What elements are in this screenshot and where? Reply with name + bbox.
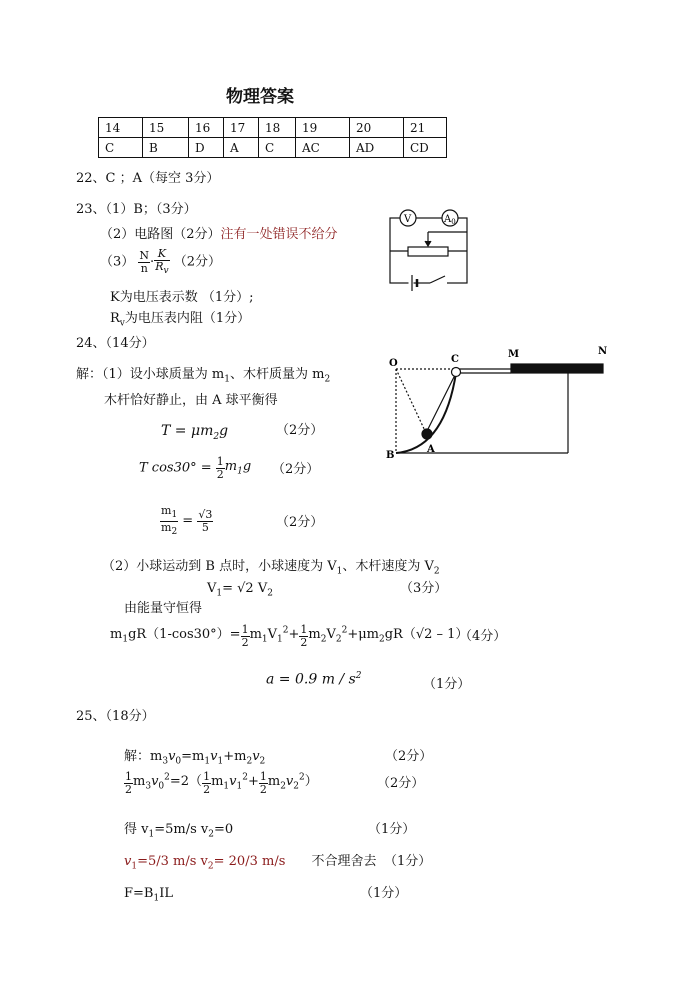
label-a: A	[427, 444, 435, 455]
table-row	[99, 118, 447, 138]
frac-den: n	[140, 261, 148, 275]
eq-text: =5m/s v	[154, 822, 209, 837]
sub: 1	[153, 893, 160, 904]
table-cell: 15	[143, 118, 189, 138]
table-cell: 20	[350, 118, 404, 138]
q24-velocity-relation	[207, 582, 273, 599]
q24-head: 24、（14分）	[76, 336, 155, 351]
eq-text: m	[161, 520, 172, 534]
eq-text: T = μm	[161, 423, 214, 439]
arc-track	[396, 373, 456, 453]
fraction-k-over-rv	[154, 248, 169, 276]
sup: 2	[164, 773, 170, 784]
q24-acceleration	[266, 672, 362, 687]
ammeter-label-sub: 0	[451, 218, 456, 226]
eq-text: =m	[181, 749, 205, 764]
frac-num: 1	[125, 770, 132, 783]
sub: 2	[280, 782, 286, 792]
sub: 1	[223, 782, 230, 792]
q25-momentum	[124, 750, 265, 767]
fraction-half	[241, 624, 250, 648]
table-cell: 18	[259, 118, 296, 138]
frac-den	[154, 261, 169, 277]
eq-text: gR（1-cos30°）=	[128, 626, 241, 642]
sub: 2	[207, 861, 214, 872]
q24-energy-equation	[110, 624, 468, 648]
q25-rejected-score: （1分）	[384, 854, 432, 869]
eq-text: g	[242, 458, 252, 474]
sub: 1	[277, 635, 283, 645]
frac-num: 1	[203, 770, 211, 783]
fraction-half	[202, 771, 211, 795]
eq-text: v	[285, 774, 294, 790]
frac-den: 2	[241, 635, 249, 649]
ammeter-label-a: A	[444, 214, 452, 225]
sup: 2	[282, 626, 289, 637]
circuit-diagram	[385, 205, 475, 290]
fraction-half	[216, 456, 225, 480]
q24-eq3-score: （2分）	[276, 515, 324, 530]
q24-eq3: $\frac{m_1}{m_2}$ = $\frac{√3}{5}$	[161, 504, 213, 537]
fraction-half	[259, 771, 268, 795]
q23-line3-score: （2分）	[173, 254, 221, 270]
table-cell: 19	[296, 118, 350, 138]
q25-energy-score: （2分）	[377, 776, 425, 791]
q23-line5-sub: v	[119, 318, 125, 329]
sub: 1	[217, 756, 224, 767]
eq-text: m	[110, 626, 123, 642]
sub: 2	[208, 829, 214, 840]
q25-force	[124, 887, 173, 904]
eq-text: v	[210, 749, 218, 764]
eq-text: V	[326, 627, 336, 643]
label-o: O	[389, 358, 398, 369]
dashed-radius	[396, 369, 426, 433]
frac-num	[160, 505, 178, 522]
eq-text: v	[168, 749, 176, 764]
sup: 2	[341, 626, 348, 637]
table-cell: A	[224, 138, 259, 158]
q24-eq2-score: （2分）	[272, 462, 320, 477]
sub: 1	[224, 374, 230, 385]
eq-text: g	[219, 423, 229, 439]
frac-den: 2	[203, 782, 211, 796]
sub: 2	[267, 588, 273, 599]
table-cell: CD	[404, 138, 447, 158]
eq-text: =5/3 m/s v	[137, 854, 208, 869]
table-cell: D	[189, 138, 224, 158]
sub: 3	[145, 782, 152, 792]
sub: 2	[213, 431, 220, 442]
sub: 1	[122, 634, 129, 645]
q24-part2	[102, 560, 440, 577]
q25-momentum-score: （2分）	[385, 749, 433, 764]
q25-rejected-values	[124, 854, 286, 872]
label-m: M	[508, 349, 520, 360]
table-cell: 17	[224, 118, 259, 138]
sup: 2	[299, 773, 305, 784]
eq-text: = 20/3 m/s	[213, 854, 286, 869]
q25-rejected	[124, 855, 377, 872]
frac-num: 1	[241, 623, 249, 636]
q24-acceleration-score: （1分）	[423, 677, 471, 692]
wooden-rod	[511, 364, 603, 373]
q23-head: 23、（1）B；（3分）	[76, 202, 197, 217]
frac-num: 1	[300, 623, 308, 636]
frac-den: 2	[300, 635, 308, 649]
fraction-mass-ratio	[160, 505, 178, 537]
eq-text: ）	[304, 774, 318, 790]
eq-text: =0	[213, 822, 234, 837]
label-n: N	[598, 346, 608, 357]
q22-answer: 22、C ；A（每空 3分）	[76, 171, 220, 186]
sub: 0	[158, 782, 165, 792]
frac-den: 2	[216, 467, 224, 481]
page-title: 物理答案	[226, 87, 294, 107]
sub: 2	[171, 526, 178, 537]
sub: 1	[204, 756, 211, 767]
q23-note: 注有一处错误不给分	[220, 227, 338, 242]
voltmeter-label: V	[404, 214, 412, 225]
eq-text: m	[133, 774, 146, 790]
q24-energy-label: 由能量守恒得	[124, 601, 203, 616]
q23-line5-text: 为电压表内阻（1分）	[124, 311, 251, 326]
sub: 1	[216, 588, 223, 599]
frac-den: 5	[201, 520, 209, 534]
sub: 1	[261, 635, 268, 645]
q24-line1-b: 、木杆质量为 m	[229, 367, 325, 382]
eq-text: m	[161, 504, 172, 517]
string	[426, 373, 456, 433]
eq-text: v	[151, 774, 159, 790]
q24-line1-a: 解：（1）设小球质量为 m	[76, 367, 225, 382]
sub: 1	[131, 861, 138, 872]
eq-text: 、木杆速度为 V	[342, 559, 434, 574]
eq-text: v	[124, 854, 132, 869]
table-cell: 16	[189, 118, 224, 138]
eq-text: m	[211, 774, 224, 790]
frac-den-sub: v	[163, 265, 169, 276]
q25-head: 25、（18分）	[76, 709, 155, 724]
eq-text: m	[249, 627, 262, 643]
sub: 2	[324, 374, 331, 385]
q23-line4: K为电压表示数 （1分）;	[110, 290, 254, 305]
eq-text: m	[224, 458, 238, 474]
sub: 2	[320, 635, 327, 645]
fraction-half	[124, 771, 133, 795]
label-b: B	[386, 450, 395, 461]
q23-line2	[100, 228, 338, 241]
frac-den-r: R	[155, 259, 164, 273]
rod-ball-figure	[386, 345, 611, 465]
frac-num: K	[154, 248, 169, 261]
sup: 2	[355, 671, 362, 681]
frac-den: 2	[259, 782, 267, 796]
eq-text: 得 v	[124, 822, 149, 837]
frac-num: 1	[259, 770, 267, 783]
eq-text: m	[308, 627, 321, 643]
q25-rejected-note: 不合理舍去	[311, 854, 377, 869]
sub: 1	[336, 566, 343, 577]
sub: 0	[175, 756, 182, 767]
q24-line2: 木杆恰好静止，由 A 球平衡得	[104, 393, 278, 408]
eq-text: V	[207, 581, 217, 596]
table-cell: 21	[404, 118, 447, 138]
sub: 1	[237, 466, 243, 477]
eq-text: V	[267, 627, 278, 643]
q23-line3: （3） $\frac{N}{n}$ · $\frac{K}{R_v}$ （2分）	[100, 247, 221, 276]
q25-energy	[124, 771, 318, 795]
sub: 2	[259, 756, 266, 767]
fraction-root3-over-5	[197, 509, 213, 533]
eq-text: F=B	[124, 886, 154, 901]
q24-velocity-score: （3分）	[400, 581, 448, 596]
eq-text: v	[252, 749, 260, 764]
eq-text: T cos30° =	[139, 460, 212, 476]
q24-eq1	[161, 424, 228, 442]
sub: 2	[246, 756, 253, 767]
table-cell: AC	[296, 138, 350, 158]
sub: 1	[171, 510, 178, 521]
eq-text: =2（	[169, 774, 203, 790]
label-c: C	[451, 354, 459, 365]
pulley	[452, 368, 461, 377]
eq-text: +	[288, 627, 300, 643]
table-cell: AD	[350, 138, 404, 158]
sub: 2	[293, 782, 300, 792]
q25-force-score: （1分）	[360, 886, 408, 901]
rheostat-symbol	[408, 247, 448, 256]
sub: 3	[162, 756, 169, 767]
table-row	[99, 138, 447, 158]
q24-line1	[76, 368, 330, 385]
q23-line2-text: （2）电路图（2分）	[100, 227, 221, 242]
frac-den: 2	[125, 782, 132, 796]
eq-text: m	[267, 774, 281, 790]
frac-num: 1	[216, 455, 224, 468]
q24-energy-score: （4分）	[459, 629, 507, 644]
sub: 1	[148, 829, 155, 840]
eq-text: +	[247, 774, 259, 790]
frac-num: √3	[198, 508, 213, 522]
q23-line5	[110, 312, 250, 329]
sub: 2	[433, 566, 440, 577]
table-cell: C	[259, 138, 296, 158]
eq-text: a = 0.9 m / s	[266, 671, 356, 688]
sub: 2	[378, 635, 385, 645]
eq-text: v	[229, 774, 237, 790]
q25-result-score: （1分）	[368, 822, 416, 837]
sub: 1	[236, 782, 243, 792]
frac-den	[160, 522, 178, 538]
q23-line3-label: （3）	[100, 254, 135, 270]
table-cell: C	[99, 138, 143, 158]
q24-eq2	[139, 456, 251, 480]
sub: 2	[335, 635, 342, 645]
table-cell: 14	[99, 118, 143, 138]
frac-num: N	[139, 249, 150, 263]
sup: 2	[242, 773, 248, 784]
ball	[422, 429, 432, 439]
fraction-n-over-n	[138, 250, 150, 274]
answer-table	[98, 117, 447, 158]
q24-eq1-score: （2分）	[276, 423, 324, 438]
eq-text: gR（√2 – 1）	[384, 627, 469, 643]
table-cell: B	[143, 138, 189, 158]
eq-text: 解：m	[124, 749, 163, 764]
eq-text: +μm	[347, 627, 379, 643]
eq-text: IL	[159, 886, 173, 901]
q25-result	[124, 823, 233, 840]
q23-line5-r: R	[110, 311, 120, 326]
eq-text: +m	[223, 749, 247, 764]
eq-text: （2）小球运动到 B 点时，小球速度为 V	[102, 559, 337, 574]
eq-text: = √2 V	[222, 581, 268, 596]
